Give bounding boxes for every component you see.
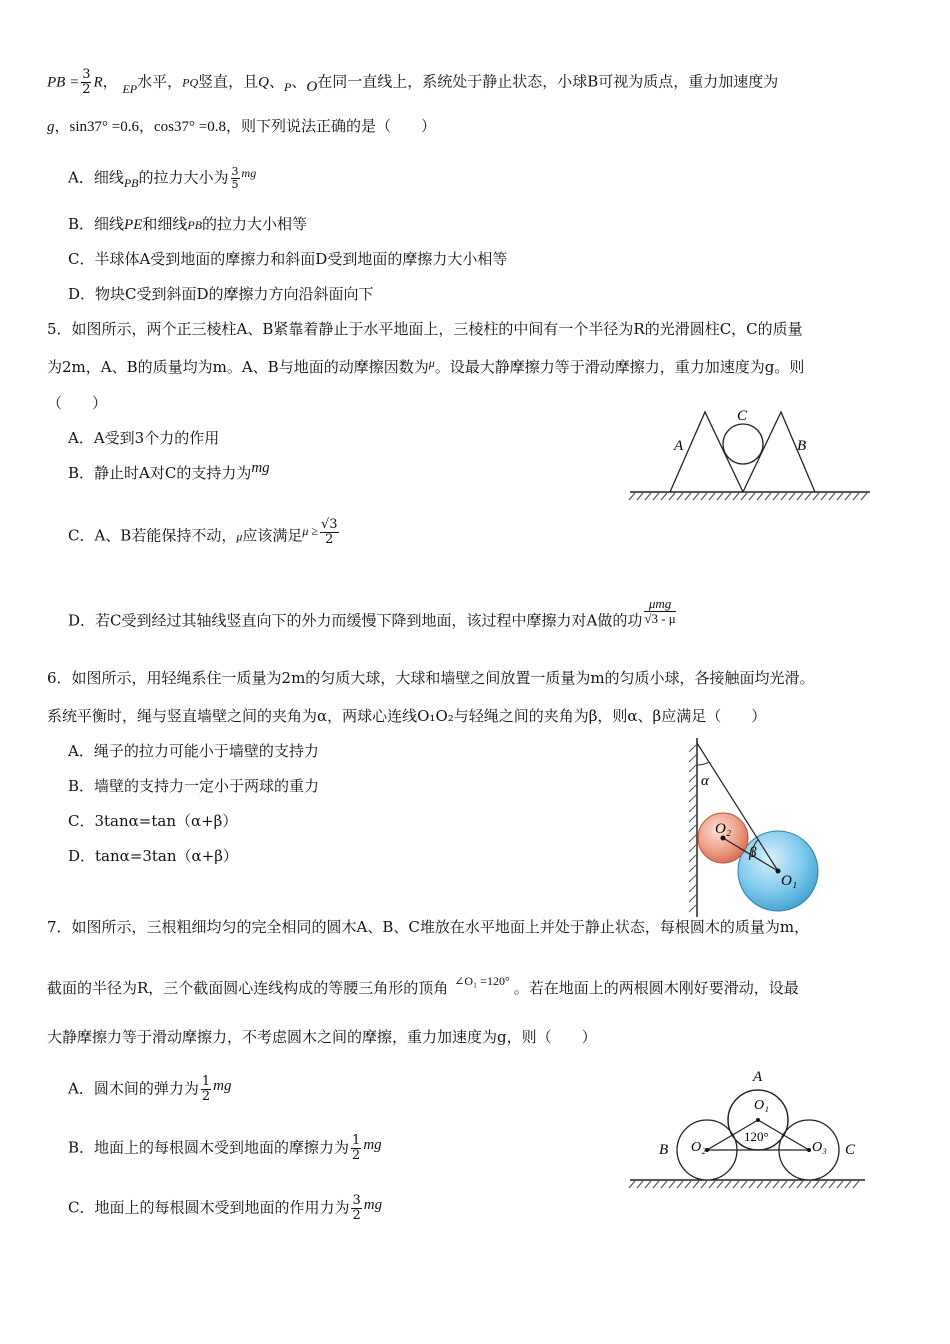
fraction-3-5: $\frac{3}{5}$ [231,165,239,191]
label-b: B [797,438,807,454]
math-p: P [284,79,292,94]
q7-stem-line-3: 大静摩擦力等于滑动摩擦力，不考虑圆木之间的摩擦，重力加速度为g，则（ ） [47,1028,597,1046]
q5-stem-line-3: （ ） [47,394,108,412]
math-r: R [93,74,103,91]
q6-stem-line-1: 6．如图所示，用轻绳系住一质量为2m的匀质大球，大球和墙壁之间放置一质量为m的匀质小球，各接触面均光滑。 [47,669,815,687]
math-q: Q [258,74,269,91]
q4-option-b: B．细线PE和细线PB的拉力大小相等 [68,215,308,233]
label-a: A [674,438,684,454]
q6-option-a: A．绳子的拉力可能小于墙壁的支持力 [68,742,319,760]
q4-stem-line-1: PB = $\frac{3}{2}$ R， $_{EP}$水平，PQ竖直，且Q、$_P$、O在同一直线上，系统处于静止状态，小球B可视为质点，重力加速度为 [47,67,779,97]
q5-figure [625,400,880,505]
q4-option-d: D．物块C受到斜面D的摩擦力方向沿斜面向下 [68,285,374,303]
q5-option-b: B．静止时A对C的支持力为mg [68,460,270,482]
q6-option-b: B．墙壁的支持力一定小于两球的重力 [68,777,320,795]
angle-alpha-label: α [701,773,709,789]
label-120: 120° [744,1129,769,1144]
q5-option-c: C．A、B若能保持不动，μ应该满足$^{\mu \ge}$ $\frac{√3}{2}$ [68,517,338,547]
q7-option-c: C．地面上的每根圆木受到地面的作用力为 $\frac{3}{2}$ mg [68,1193,383,1223]
q6-option-d: D．tanα=3tan（α+β） [68,847,238,865]
math-pq: PQ [182,75,199,90]
cylinder-c [723,424,763,464]
q5-stem-line-1: 5．如图所示，两个正三棱柱A、B紧靠着静止于水平地面上，三棱柱的中间有一个半径为R的光滑圆柱C，C的质量 [47,320,803,338]
q6-figure [683,735,828,920]
q7-option-b: B．地面上的每根圆木受到地面的摩擦力为 $\frac{1}{2}$ mg [68,1133,382,1163]
q5-option-a: A．A受到3个力的作用 [68,429,220,447]
angle-beta-label: β [749,845,757,861]
q7-figure [625,1065,875,1195]
fraction-sqrt3-2: $\frac{√3}{2}$ [321,517,338,547]
fraction-1-2-b: $\frac{1}{2}$ [352,1133,361,1163]
q5-stem-line-2: 为2m，A、B的质量均为m。A、B与地面的动摩擦因数为$^\mu$。设最大静摩擦力等于滑动摩擦力，重力加速度为g。则 [47,356,805,376]
math-o: O [306,78,318,95]
q4-option-a: A．细线$_{PB}$的拉力大小为 $\frac{3}{5}$ $^{mg}$ [68,165,257,191]
math-ep: EP [122,81,138,96]
label-c: C [845,1142,856,1158]
o2-label: O₂ [715,821,732,837]
fraction-3-2-c: $\frac{3}{2}$ [352,1193,361,1223]
sin-value: sin37° =0.6 [69,119,139,135]
label-b: B [659,1142,669,1158]
q7-stem-line-1: 7．如图所示，三根粗细均匀的完全相同的圆木A、B、C堆放在水平地面上并处于静止状态，每根圆木的质量为m， [47,918,810,936]
q5-option-d: D．若C受到经过其轴线竖直向下的外力而缓慢下降到地面，该过程中摩擦力对A做的功 $\frac{\text{μmg}}{√3 - \mu}$ [68,596,676,630]
q6-stem-line-2: 系统平衡时，绳与竖直墙壁之间的夹角为α，两球心连线O₁O₂与轻绳之间的夹角为β，则α、β应满足（ ） [47,707,767,725]
q7-stem-line-2: 截面的半径为R，三个截面圆心连线构成的等腰三角形的顶角 $^{\angle O_1 =120^\circ}$ 。若在地面上的两根圆木刚好要滑动，设最 [47,974,799,997]
label-o3: O₃ [812,1140,827,1155]
q4-stem-line-2: g，sin37° =0.6，cos37° =0.8，则下列说法正确的是（ ） [47,117,436,135]
label-o2: O₂ [691,1140,706,1155]
o1-label: O₁ [781,873,798,889]
cos-value: cos37° =0.8 [154,119,226,135]
fraction-3-2: $\frac{3}{2}$ [82,67,91,97]
q6-option-c: C．3tanα=tan（α+β） [68,812,238,830]
label-c: C [737,408,748,424]
q7-option-a: A．圆木间的弹力为 $\frac{1}{2}$ mg [68,1074,232,1104]
angle-o1-value: ∠O₁ =120° [454,974,510,988]
math-pb: PB = [47,74,80,91]
fraction-1-2-a: $\frac{1}{2}$ [201,1074,211,1104]
label-o1: O₁ [754,1098,769,1113]
label-a: A [753,1069,763,1085]
fraction-mu-mg: $\frac{\text{μmg}}{√3 - \mu}$ [644,596,676,626]
q4-option-c: C．半球体A受到地面的摩擦力和斜面D受到地面的摩擦力大小相等 [68,250,508,268]
